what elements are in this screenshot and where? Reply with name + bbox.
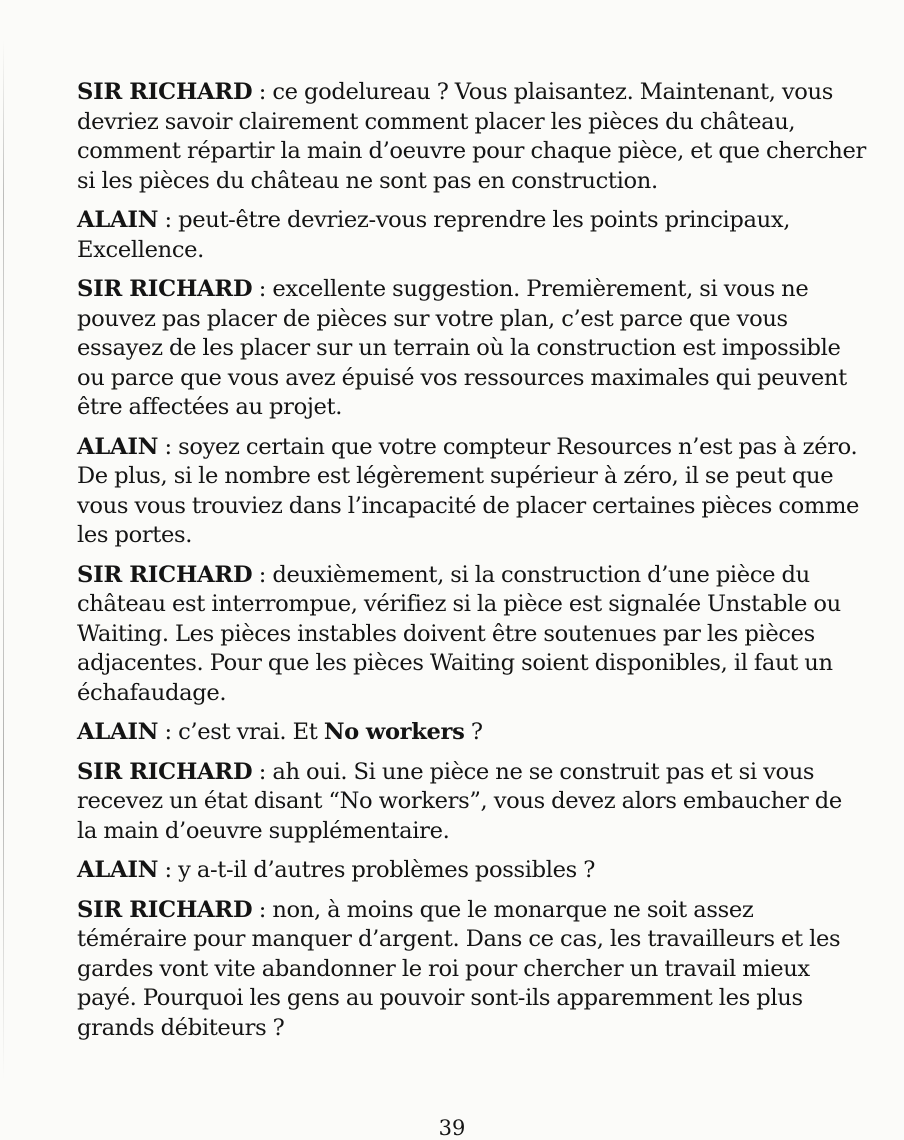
- speaker-separator: :: [252, 561, 273, 588]
- speaker-name: SIR RICHARD: [77, 561, 253, 588]
- speaker-separator: :: [158, 207, 179, 233]
- speaker-name: SIR RICHARD: [77, 276, 253, 302]
- page-number: 39: [438, 1116, 466, 1140]
- speaker-name: SIR RICHARD: [77, 758, 253, 785]
- dialogue-paragraph: [77, 856, 867, 886]
- dialogue-line: ce godelureau ? Vous plaisantez. Maintenant, vous devriez savoir clairement comment placer les pièces du château, comment répartir la main d’oeuvre pour chaque pièce, et que chercher si les pièces du château ne sont pas en construction.: [77, 79, 866, 194]
- dialogue-line: peut-être devriez-vous reprendre les points principaux, Excellence.: [77, 207, 791, 263]
- speaker-separator: :: [158, 719, 179, 745]
- dialogue-paragraph: [77, 896, 867, 1044]
- speaker-separator: :: [158, 433, 179, 460]
- speaker-name: ALAIN: [77, 857, 159, 883]
- dialogue-paragraph: [77, 718, 867, 748]
- emphasized-term: No workers: [323, 719, 465, 745]
- speaker-separator: :: [158, 857, 179, 883]
- dialogue-text-block: [77, 78, 867, 1053]
- speaker-separator: :: [252, 79, 273, 105]
- dialogue-paragraph: [77, 206, 867, 265]
- dialogue-paragraph: [77, 561, 867, 709]
- dialogue-line: non, à moins que le monarque ne soit assez téméraire pour manquer d’argent. Dans ce cas, les travailleurs et les gardes vont vite abandonner le roi pour chercher un travail mieux payé. Pourquoi les gens au pouvoir sont-ils apparemment les plus grands débiteurs ?: [77, 896, 841, 1041]
- dialogue-line: c’est vrai. Et: [178, 719, 324, 745]
- speaker-name: ALAIN: [77, 719, 159, 745]
- speaker-separator: :: [252, 896, 273, 923]
- speaker-name: ALAIN: [77, 207, 159, 233]
- dialogue-paragraph: [77, 758, 867, 847]
- speaker-separator: :: [252, 758, 273, 785]
- speaker-name: ALAIN: [77, 433, 159, 460]
- dialogue-paragraph: [77, 433, 867, 551]
- dialogue-line: deuxièmement, si la construction d’une pièce du château est interrompue, vérifiez si la pièce est signalée Unstable ou Waiting. Les pièces instables doivent être soutenues par les pièces adjacentes. Pour que les pièces Waiting soient disponibles, il faut un échafaudage.: [77, 561, 841, 706]
- dialogue-line: soyez certain que votre compteur Resources n’est pas à zéro. De plus, si le nombre est légèrement supérieur à zéro, il se peut que vous vous trouviez dans l’incapacité de placer certaines pièces comme les portes.: [77, 433, 860, 548]
- speaker-separator: :: [252, 276, 273, 302]
- speaker-name: SIR RICHARD: [77, 79, 253, 105]
- dialogue-paragraph: [77, 78, 867, 196]
- dialogue-line-end: ?: [464, 719, 483, 745]
- dialogue-line: y a-t-il d’autres problèmes possibles ?: [178, 857, 595, 883]
- dialogue-paragraph: [77, 275, 867, 423]
- scan-edge-line: [3, 40, 4, 1080]
- dialogue-line: ah oui. Si une pièce ne se construit pas et si vous recevez un état disant “No workers”, vous devez alors embaucher de la main d’oeuvre supplémentaire.: [77, 758, 842, 844]
- dialogue-line: excellente suggestion. Premièrement, si vous ne pouvez pas placer de pièces sur votre plan, c’est parce que vous essayez de les placer sur un terrain où la construction est impossible ou parce que vous avez épuisé vos ressources maximales qui peuvent être affectées au projet.: [77, 276, 847, 420]
- speaker-name: SIR RICHARD: [77, 896, 253, 923]
